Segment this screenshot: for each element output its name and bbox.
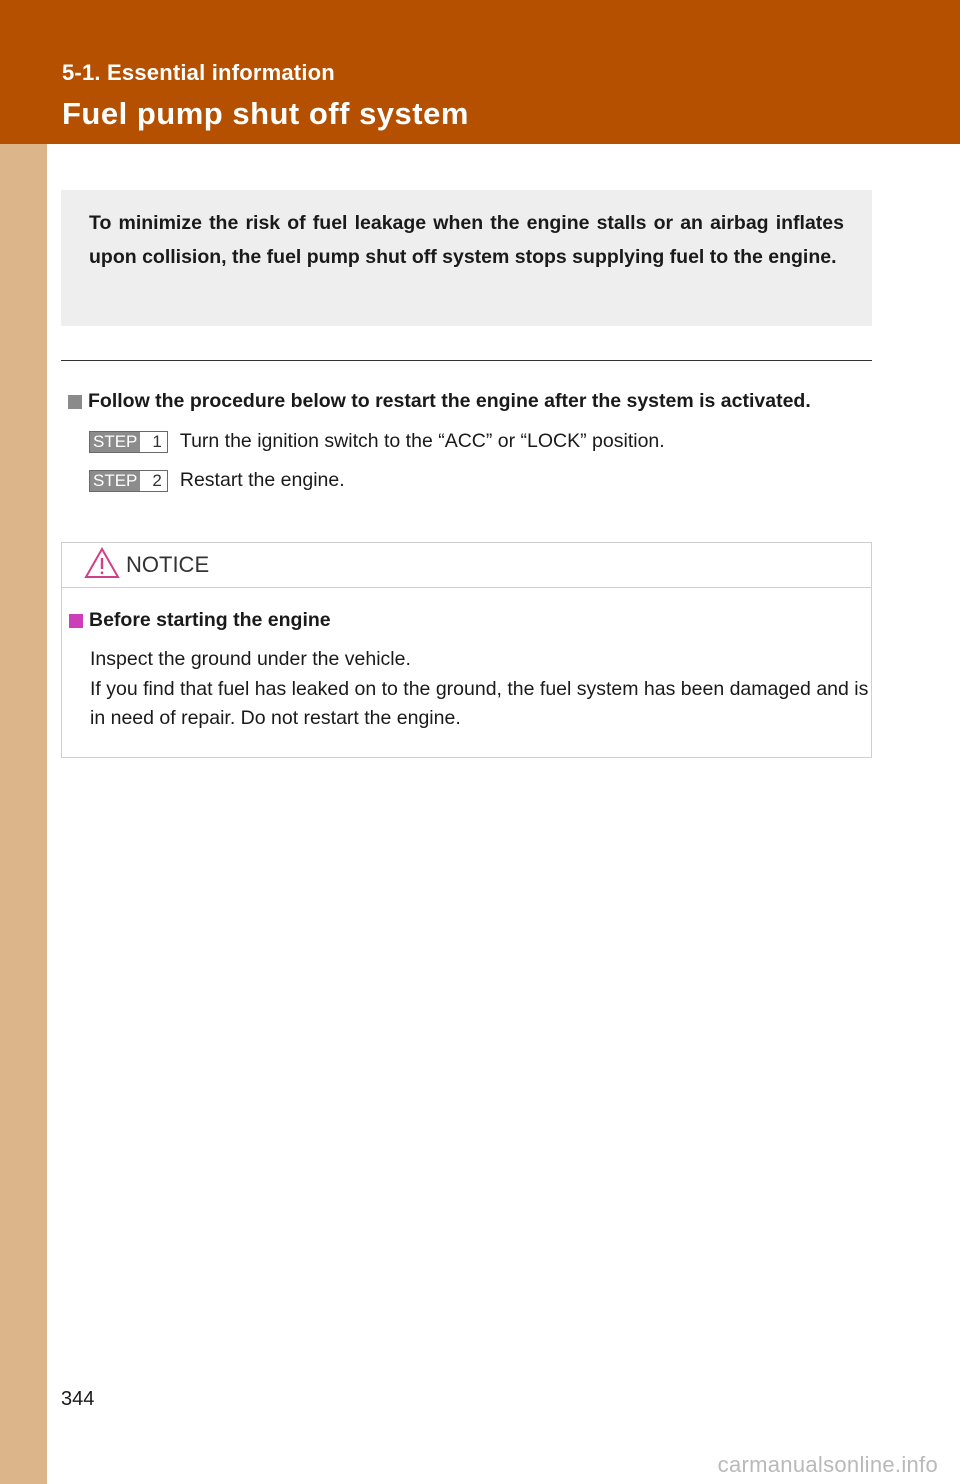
step-badge <box>89 431 168 453</box>
square-bullet-icon <box>68 395 82 409</box>
notice-header <box>62 543 871 588</box>
procedure-heading <box>68 390 811 413</box>
step-badge <box>89 470 168 492</box>
page-number: 344 <box>61 1388 95 1410</box>
procedure-heading-text: Follow the procedure below to restart the engine after the system is activated. <box>88 390 811 412</box>
section-label: 5-1. Essential information <box>62 60 335 85</box>
watermark: carmanualsonline.info <box>717 1452 938 1477</box>
procedure-step-1 <box>89 430 665 453</box>
step-text: Turn the ignition switch to the “ACC” or “LOCK” position. <box>179 430 665 452</box>
warning-triangle-icon <box>84 547 120 584</box>
step-word: STEP <box>90 471 140 491</box>
step-number: 1 <box>140 432 166 452</box>
intro-text: To minimize the risk of fuel leakage when the engine stalls or an airbag inflates upon collision, the fuel pump shut off system stops supplying fuel to the engine. <box>89 212 844 268</box>
notice-subheading <box>69 609 331 632</box>
notice-body <box>90 645 870 734</box>
step-text: Restart the engine. <box>179 469 345 491</box>
notice-line: If you find that fuel has leaked on to the ground, the fuel system has been damaged and is in need of repair. Do not restart the engine. <box>90 677 869 729</box>
page-title: Fuel pump shut off system <box>62 96 469 131</box>
step-number: 2 <box>140 471 166 491</box>
notice-label: NOTICE <box>126 552 210 577</box>
side-tab-strip <box>0 0 47 1484</box>
procedure-step-2 <box>89 469 345 492</box>
notice-line: Inspect the ground under the vehicle. <box>90 648 411 670</box>
intro-box <box>61 190 872 326</box>
step-word: STEP <box>90 432 140 452</box>
notice-subheading-text: Before starting the engine <box>89 609 331 631</box>
notice-box <box>61 542 872 758</box>
page-header <box>0 0 960 144</box>
square-bullet-icon <box>69 614 83 628</box>
section-divider <box>61 360 872 361</box>
